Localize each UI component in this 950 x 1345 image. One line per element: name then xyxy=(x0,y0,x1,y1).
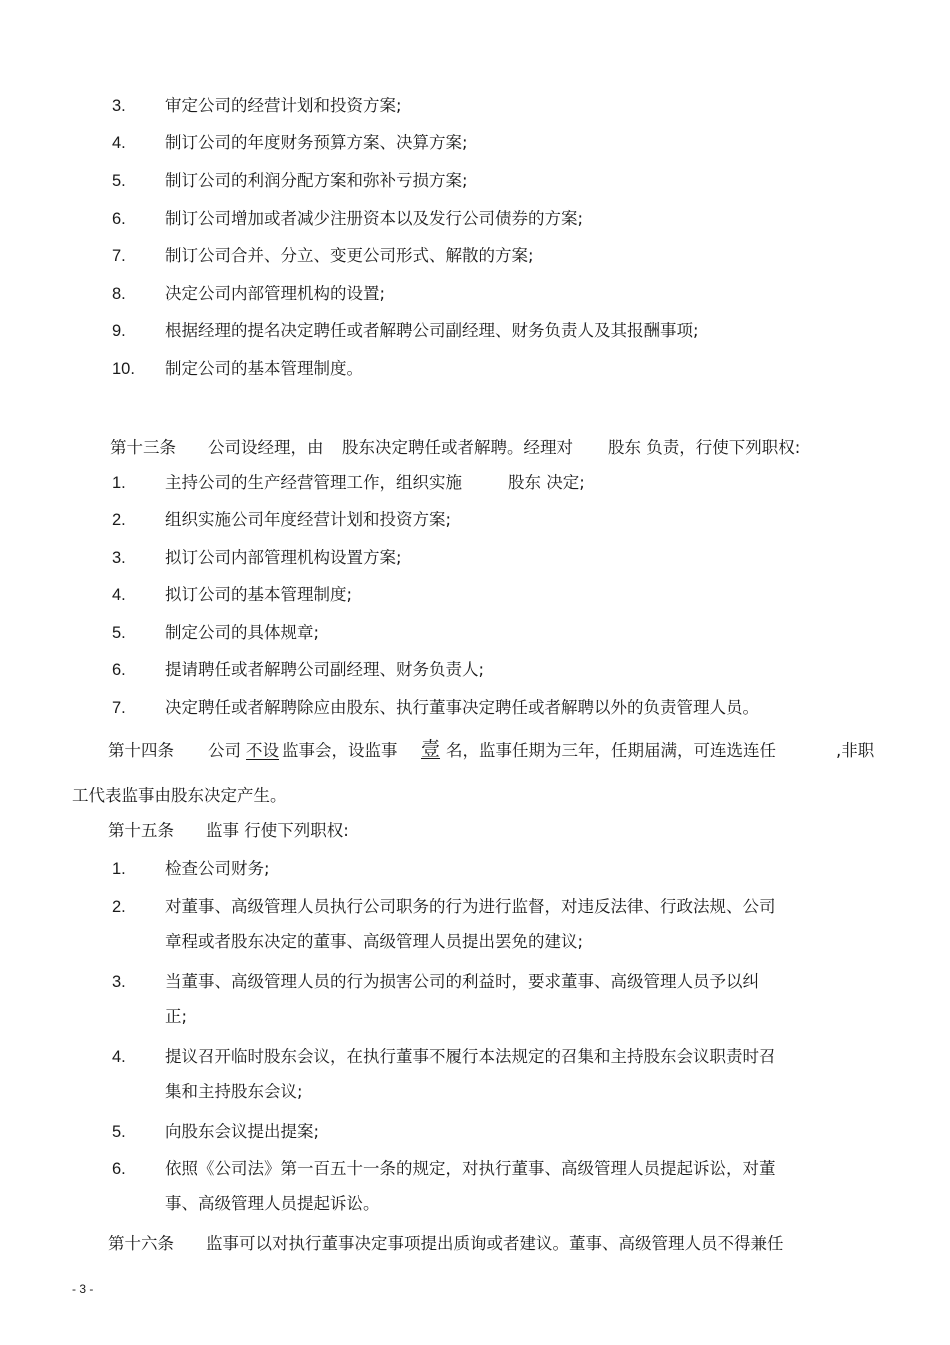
list-item-number: 7. xyxy=(112,699,126,717)
list-item-text: 决定聘任或者解聘除应由股东、执行董事决定聘任或者解聘以外的负责管理人员。 xyxy=(165,698,759,717)
list-item-text: 依照《公司法》第一百五十一条的规定，对执行董事、高级管理人员提起诉讼，对董 xyxy=(165,1159,776,1178)
article-16-text: 监事可以对执行董事决定事项提出质询或者建议。董事、高级管理人员不得兼任 xyxy=(206,1234,784,1253)
list-item-number: 5. xyxy=(112,624,126,642)
list-item-text: 制定公司的基本管理制度。 xyxy=(165,359,363,378)
list-item-text: 根据经理的提名决定聘任或者解聘公司副经理、财务负责人及其报酬事项; xyxy=(165,321,699,340)
article-14-label: 第十四条 xyxy=(108,741,174,760)
list-item-number: 5. xyxy=(112,172,126,190)
list-item-text: 对董事、高级管理人员执行公司职务的行为进行监督，对违反法律、行政法规、公司 xyxy=(165,897,776,916)
list-item-number: 2. xyxy=(112,898,126,916)
list-item-number: 1. xyxy=(112,860,126,878)
list-item-number: 5. xyxy=(112,1123,126,1141)
list-item-text-continued: 事、高级管理人员提起诉讼。 xyxy=(165,1194,380,1213)
list-item-number: 6. xyxy=(112,210,126,228)
list-item-number: 6. xyxy=(112,1160,126,1178)
list-item-text: 股东 决定; xyxy=(508,473,585,492)
list-item-text: 主持公司的生产经营管理工作，组织实施 xyxy=(165,473,462,492)
list-item-number: 4. xyxy=(112,586,126,604)
list-item-text: 制订公司的利润分配方案和弥补亏损方案; xyxy=(165,171,468,190)
list-item-text: 当董事、高级管理人员的行为损害公司的利益时，要求董事、高级管理人员予以纠 xyxy=(165,972,759,991)
article-14-text-1: 公司 xyxy=(208,741,241,760)
list-item-text: 拟订公司的基本管理制度; xyxy=(165,585,353,604)
article-13-text-1: 公司设经理，由 xyxy=(208,438,324,457)
list-item-number: 2. xyxy=(112,511,126,529)
article-16-label: 第十六条 xyxy=(108,1234,174,1253)
article-15-label: 第十五条 xyxy=(108,821,174,840)
list-item-text-continued: 集和主持股东会议; xyxy=(165,1082,303,1101)
list-item-number: 3. xyxy=(112,973,126,991)
article-14-text-2: 监事会，设监事 xyxy=(282,741,398,760)
list-item-text-continued: 章程或者股东决定的董事、高级管理人员提出罢免的建议; xyxy=(165,932,584,951)
list-item-number: 7. xyxy=(112,247,126,265)
list-item-text: 制订公司合并、分立、变更公司形式、解散的方案; xyxy=(165,246,534,265)
list-item-text: 审定公司的经营计划和投资方案; xyxy=(165,96,402,115)
list-item-number: 3. xyxy=(112,97,126,115)
article-14-text-3: 名，监事任期为三年，任期届满，可连选连任 xyxy=(446,741,776,760)
list-item-text: 组织实施公司年度经营计划和投资方案; xyxy=(165,510,452,529)
list-item-text: 向股东会议提出提案; xyxy=(165,1122,320,1141)
article-14-underline-1: 不设 xyxy=(246,741,279,760)
list-item-number: 3. xyxy=(112,549,126,567)
list-item-text: 制定公司的具体规章; xyxy=(165,623,320,642)
article-14-text-line2: 工代表监事由股东决定产生。 xyxy=(72,786,287,805)
article-14-text-4: ,非职 xyxy=(836,741,875,760)
list-item-number: 10. xyxy=(112,360,135,378)
article-15-text: 监事 行使下列职权: xyxy=(206,821,349,840)
article-13-text-3: 股东 负责，行使下列职权: xyxy=(608,438,801,457)
list-item-number: 8. xyxy=(112,285,126,303)
list-item-text: 制订公司的年度财务预算方案、决算方案; xyxy=(165,133,468,152)
list-item-number: 1. xyxy=(112,474,126,492)
list-item-text: 提议召开临时股东会议，在执行董事不履行本法规定的召集和主持股东会议职责时召 xyxy=(165,1047,776,1066)
article-13-label: 第十三条 xyxy=(110,438,176,457)
list-item-number: 6. xyxy=(112,661,126,679)
article-14-underline-2: 壹 xyxy=(421,738,441,760)
page-number: - 3 - xyxy=(72,1282,94,1296)
list-item-number: 4. xyxy=(112,134,126,152)
article-13-text-2: 股东决定聘任或者解聘。经理对 xyxy=(342,438,573,457)
list-item-text: 制订公司增加或者减少注册资本以及发行公司债券的方案; xyxy=(165,209,584,228)
list-item-text: 提请聘任或者解聘公司副经理、财务负责人; xyxy=(165,660,485,679)
list-item-number: 4. xyxy=(112,1048,126,1066)
list-item-number: 9. xyxy=(112,322,126,340)
list-item-text: 拟订公司内部管理机构设置方案; xyxy=(165,548,402,567)
list-item-text-continued: 正; xyxy=(165,1007,188,1026)
list-item-text: 决定公司内部管理机构的设置; xyxy=(165,284,386,303)
list-item-text: 检查公司财务; xyxy=(165,859,270,878)
